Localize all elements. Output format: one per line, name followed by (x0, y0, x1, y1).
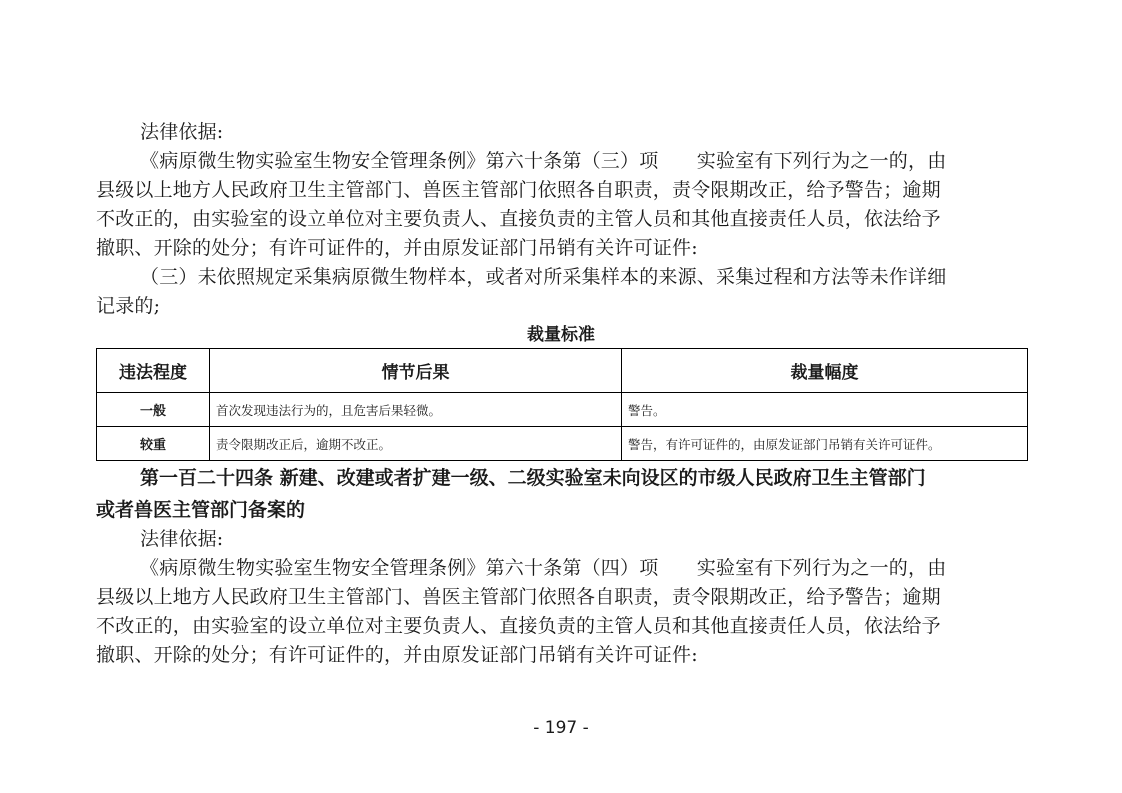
document-body (96, 118, 1026, 670)
table-row (97, 427, 1028, 461)
text-line: 撤职、开除的处分；有许可证件的，并由原发证部门吊销有关许可证件: (96, 644, 698, 666)
discretion-standard-table (96, 348, 1028, 461)
consequence-cell: 责令限期改正后，逾期不改正。 (210, 427, 622, 461)
penalty-range-cell: 警告，有许可证件的，由原发证部门吊销有关许可证件。 (622, 427, 1028, 461)
text-line: 县级以上地方人民政府卫生主管部门、兽医主管部门依照各自职责，责令限期改正，给予警告；逾期 (96, 586, 941, 608)
text-line: 撤职、开除的处分；有许可证件的，并由原发证部门吊销有关许可证件: (96, 237, 698, 259)
text-line: 《病原微生物实验室生物安全管理条例》第六十条第（三）项 实验室有下列行为之一的，由 (140, 150, 947, 172)
clause-item-text (96, 263, 1026, 321)
text-line: 记录的; (96, 295, 161, 317)
penalty-range-cell: 警告。 (622, 393, 1028, 427)
table-row (97, 393, 1028, 427)
text-line: （三）未依照规定采集病原微生物样本，或者对所采集样本的来源、采集过程和方法等未作详细 (140, 266, 947, 288)
legal-basis-label: 法律依据: (140, 121, 224, 143)
column-header: 情节后果 (210, 349, 622, 393)
consequence-cell: 首次发现违法行为的，且危害后果轻微。 (210, 393, 622, 427)
text-line: 《病原微生物实验室生物安全管理条例》第六十条第（四）项 实验室有下列行为之一的，由 (140, 557, 947, 579)
legal-basis-text (96, 147, 1026, 263)
legal-basis-text (96, 554, 1026, 670)
text-line: 不改正的，由实验室的设立单位对主要负责人、直接负责的主管人员和其他直接责任人员，依法给予 (96, 208, 941, 230)
legal-basis-label: 法律依据: (140, 528, 224, 550)
violation-level-cell: 一般 (97, 393, 210, 427)
article-heading (96, 464, 1026, 525)
violation-level-cell: 较重 (97, 427, 210, 461)
text-line: 县级以上地方人民政府卫生主管部门、兽医主管部门依照各自职责，责令限期改正，给予警告；逾期 (96, 179, 941, 201)
heading-line: 或者兽医主管部门备案的 (96, 499, 306, 521)
column-header: 裁量幅度 (622, 349, 1028, 393)
table-header-row (97, 349, 1028, 393)
column-header: 违法程度 (97, 349, 210, 393)
page-number: - 197 - (533, 718, 589, 738)
heading-line: 第一百二十四条 新建、改建或者扩建一级、二级实验室未向设区的市级人民政府卫生主管部门 (140, 467, 926, 489)
table-caption: 裁量标准 (527, 325, 595, 345)
text-line: 不改正的，由实验室的设立单位对主要负责人、直接负责的主管人员和其他直接责任人员，依法给予 (96, 615, 941, 637)
